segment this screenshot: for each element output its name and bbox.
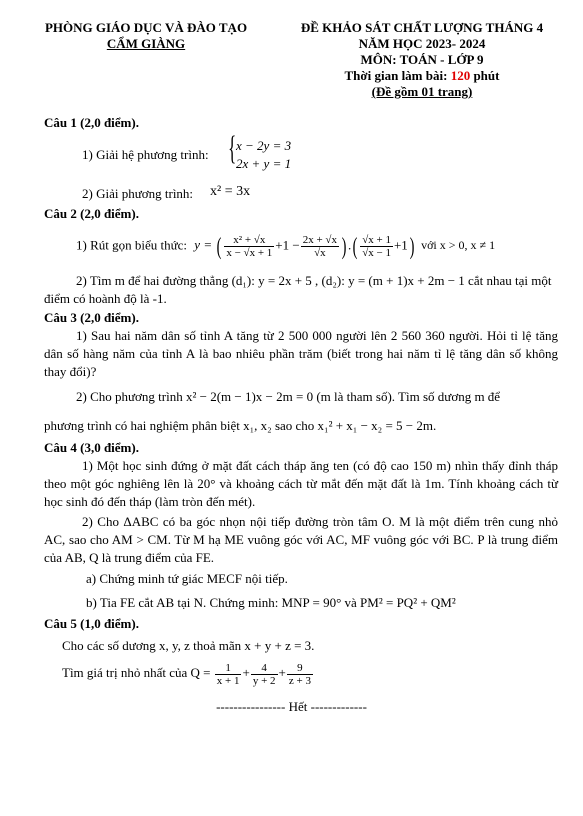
q1-eq1: x − 2y = 3 [236, 138, 292, 153]
q2-part1 [76, 234, 495, 259]
time-value: 120 [450, 68, 471, 83]
q5-frac2 [251, 662, 278, 687]
q3-title: Câu 3 (2,0 điểm). [44, 310, 139, 325]
q1-title: Câu 1 (2,0 điểm). [44, 115, 139, 130]
q5-line1: Cho các số dương x, y, z thoả mãn x + y + z = 3. [62, 638, 315, 653]
q2-dot: . [347, 237, 352, 253]
q3-part2-line2: phương trình có hai nghiệm phân biệt x₁, x₂ sao cho x₁² + x₁ − x₂ = 5 − 2m. [44, 418, 437, 433]
left-paren-icon: ( [216, 233, 222, 260]
q2-frac3-num: √x + 1 [362, 234, 391, 246]
right-paren-icon: ) [341, 233, 347, 260]
q2-frac1-num: x² + √x [224, 234, 274, 247]
q1-part2-text: 2) Giải phương trình: [82, 186, 194, 201]
brace-icon: { [228, 130, 237, 167]
q5-line2-text: Tìm giá trị nhỏ nhất của Q = [62, 665, 211, 680]
q3-part1: 1) Sau hai năm dân số tỉnh A tăng từ 2 500 000 người lên 2 560 360 người. Hỏi tỉ lệ tăng dân số hàng năm của tỉnh A là bao nhiêu phần trăm (biết trong hai năm tỉ lệ tăng dân số không thay đổi)? [44, 328, 558, 379]
q4-part1: 1) Một học sinh đứng ở mặt đất cách tháp ăng ten (có độ cao 150 m) nhìn thấy đỉnh tháp theo một góc nghiêng lên là 20° và khoảng cách từ mắt đến mặt đất là 1m. Tính khoảng cách từ học sinh đó đến tháp (làm tròn đến mét). [44, 458, 558, 509]
q2-frac2-den: √x [314, 247, 326, 259]
time-allowed [272, 68, 572, 84]
time-suffix: phút [470, 68, 500, 83]
q2-part2-line2: điểm có hoành độ là -1. [44, 291, 167, 306]
q3-part2-line1: 2) Cho phương trình x² − 2(m − 1)x − 2m = 0 (m là tham số). Tìm số dương m để [76, 389, 501, 404]
header-district: CẨM GIÀNG [106, 36, 186, 51]
q2-plus2: +1 [393, 237, 408, 253]
right-paren-icon: ) [409, 233, 415, 260]
q2-frac3-den: √x − 1 [362, 247, 391, 259]
subject: MÔN: TOÁN - LỚP 9 [360, 52, 484, 67]
q2-frac2-num: 2x + √x [302, 234, 337, 246]
q4-part2: 2) Cho ΔABC có ba góc nhọn nội tiếp đường tròn tâm O. M là một điểm trên cung nhỏ AC, sao cho AM > CM. Từ M hạ ME vuông góc với AC, MF vuông góc với BC. P là trung điểm của AB, Q là trung điểm của FE. [44, 514, 558, 565]
page-count-note: (Đề gồm 01 trang) [371, 84, 473, 99]
q2-plus1: +1 − [275, 237, 300, 253]
q2-frac2 [301, 234, 339, 259]
q5-line2: Tìm giá trị nhỏ nhất của Q = $\frac{1}{x + 1}$ + $\frac{4}{y + 2}$ + $\frac{9}{z + 3}$ [62, 661, 311, 687]
q2-frac1 [224, 234, 274, 259]
q2-part2-line1: 2) Tìm m để hai đường thẳng (d₁): y = 2x + 5 , (d₂): y = (m + 1)x + 2m − 1 cắt nhau tại một [76, 273, 552, 288]
q4-title: Câu 4 (3,0 điểm). [44, 440, 139, 455]
q2-part1-text: 1) Rút gọn biểu thức: [76, 237, 188, 253]
q5-frac1-den: x + 1 [216, 674, 240, 687]
school-year: NĂM HỌC 2023- 2024 [358, 36, 486, 51]
q5-frac1 [215, 662, 242, 687]
q1-part1-text: 1) Giải hệ phương trình: [82, 147, 209, 162]
time-prefix: Thời gian làm bài: [344, 68, 451, 83]
q2-condition: với x > 0, x ≠ 1 [421, 238, 496, 253]
end-marker: ---------------- Hết ------------- [216, 699, 367, 714]
q5-frac3-num: 9 [287, 662, 313, 675]
q5-title: Câu 5 (1,0 điểm). [44, 616, 139, 631]
q5-frac2-num: 4 [251, 662, 278, 675]
header-department: PHÒNG GIÁO DỤC VÀ ĐÀO TẠO [44, 20, 248, 35]
q1-eq2: 2x + y = 1 [236, 156, 292, 171]
q5-frac3 [287, 662, 313, 687]
q2-title: Câu 2 (2,0 điểm). [44, 206, 139, 221]
q5-frac1-num: 1 [215, 662, 242, 675]
q2-expr-y: y = [194, 237, 213, 253]
left-paren-icon: ( [352, 233, 358, 260]
q5-frac3-den: z + 3 [288, 674, 311, 687]
q4-part2b: b) Tia FE cắt AB tại N. Chứng minh: MNP = 90° và PM² = PQ² + QM² [86, 595, 456, 610]
q2-frac1-den: x − √x + 1 [226, 247, 273, 259]
q5-frac2-den: y + 2 [252, 674, 276, 687]
exam-title: ĐỀ KHẢO SÁT CHẤT LƯỢNG THÁNG 4 [300, 20, 544, 35]
q2-frac3 [360, 234, 393, 259]
q1-part2-equation: x² = 3x [210, 184, 251, 199]
q4-part2a: a) Chứng minh tứ giác MECF nội tiếp. [86, 571, 288, 586]
